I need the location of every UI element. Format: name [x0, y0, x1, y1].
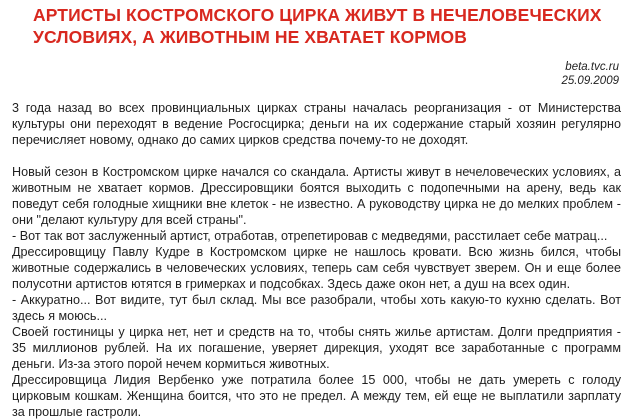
article-paragraph: Новый сезон в Костромском цирке начался со скандала. Артисты живут в нечеловеческих условиях, а животным не хватает кормов. Дрессировщики боятся выходить с подопечными на арену, ведь как поведут себя голодные хищники вне клеток - не известно. А руководству цирка не до мелких проблем - они "делают культуру для всей страны".	[12, 165, 621, 227]
article-paragraph: Дрессировщицу Павлу Кудре в Костромском цирке не нашлось кровати. Всю жизнь бился, чтобы животные содержались в человеческих условиях, теперь сам себя чувствует зверем. Он и еще более полусотни артистов ютятся в гримерках и подсобках. Здесь даже окон нет, а душ на всех один.	[12, 245, 621, 291]
article-body	[12, 100, 621, 420]
article-source-block	[561, 60, 619, 88]
article-headline: АРТИСТЫ КОСТРОМСКОГО ЦИРКА ЖИВУТ В НЕЧЕЛОВЕЧЕСКИХ УСЛОВИЯХ, А ЖИВОТНЫМ НЕ ХВАТАЕТ КОРМОВ	[33, 5, 602, 47]
publish-date: 25.09.2009	[561, 75, 619, 87]
source-name: beta.tvc.ru	[565, 61, 619, 73]
article-paragraph: Дрессировщица Лидия Вербенко уже потратила более 15 000, чтобы не дать умереть с голоду цирковым кошкам. Женщина боится, что это не предел. А между тем, ей еще не выплатили зарплату за прошлые гастроли.	[12, 373, 621, 419]
article-paragraph: 3 года назад во всех провинциальных цирках страны началась реорганизация - от Министерства культуры они переходят в ведение Росгосцирка; деньги на их содержание старый хозяин регулярно перечисляет новому, однако до самих цирков средства почему-то не доходят.	[12, 101, 621, 147]
article-paragraph: - Аккуратно... Вот видите, тут был склад. Мы все разобрали, чтобы хоть какую-то кухню сделать. Вот здесь я моюсь...	[12, 293, 621, 323]
article-paragraph: - Вот так вот заслуженный артист, отработав, отрепетировав с медведями, расстилает себе матрац...	[12, 229, 608, 243]
article-paragraph: Своей гостиницы у цирка нет, нет и средств на то, чтобы снять жилье артистам. Долги предприятия - 35 миллионов рублей. На их погашение, уверяет дирекция, уходят все заработанные с программ деньги. Из-за этого порой нечем кормиться животных.	[12, 325, 621, 371]
